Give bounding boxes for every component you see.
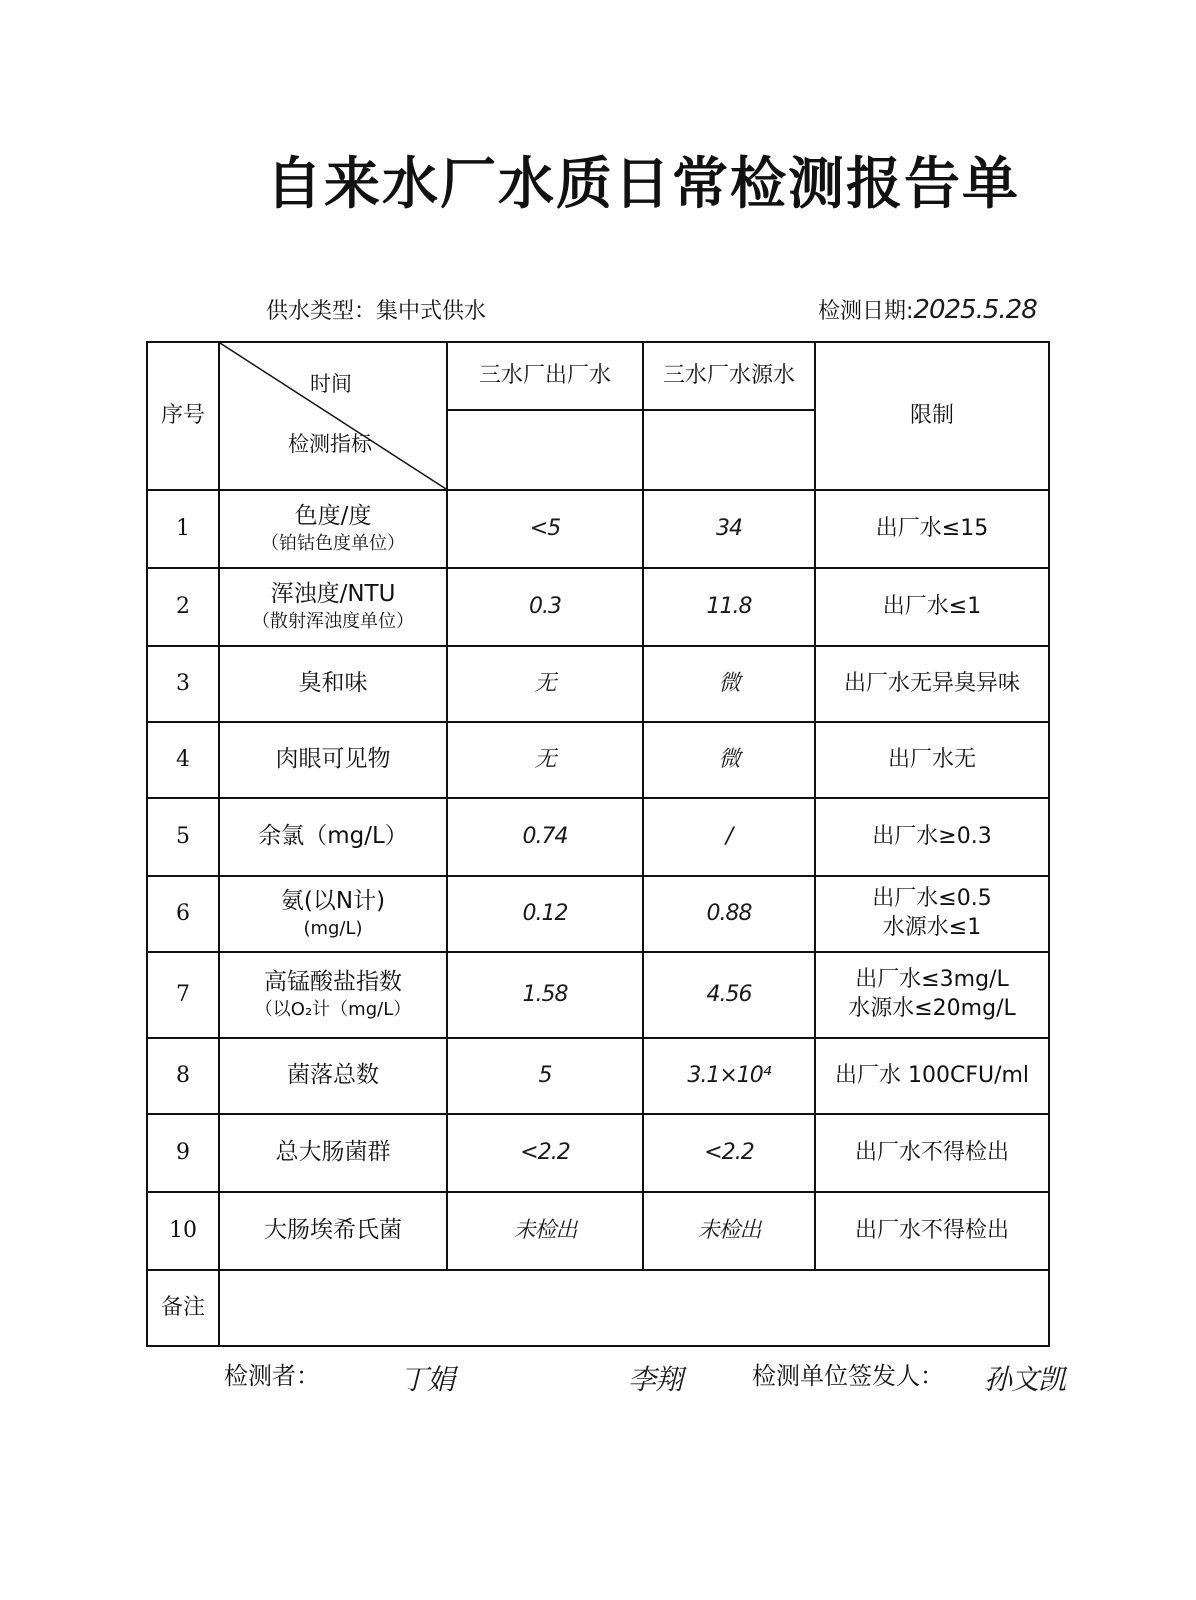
limit-text: 出厂水≤3mg/L (855, 967, 1009, 993)
limit-cell (815, 952, 1049, 1038)
supply-type-label: 供水类型： (266, 299, 377, 324)
source-value: 4.56 (643, 952, 815, 1038)
issuer-label: 检测单位签发人： (752, 1362, 944, 1390)
table-row (147, 1192, 1049, 1270)
row-index: 4 (147, 722, 219, 798)
diagonal-header-cell (219, 342, 447, 490)
table-row (147, 952, 1049, 1038)
source-value: <2.2 (643, 1114, 815, 1192)
limit-cell (815, 568, 1049, 646)
table-row (147, 1114, 1049, 1192)
indicator-cell (219, 798, 447, 876)
limit-text: 出厂水无异臭异味 (843, 670, 1020, 696)
supply-type-value: 集中式供水 (376, 299, 487, 324)
indicator-cell (219, 952, 447, 1038)
indicator-name: 色度/度 (294, 503, 372, 530)
indicator-name: 浑浊度/NTU (270, 581, 396, 608)
indicator-name: 余氯（mg/L） (258, 823, 408, 850)
limit-text-2: 水源水≤20mg/L (848, 996, 1016, 1021)
outlet-value: 0.74 (447, 798, 643, 876)
table-row (147, 876, 1049, 952)
issuer-signature: 孙文凯 (984, 1363, 1066, 1396)
tester-label: 检测者： (224, 1362, 320, 1390)
limit-cell (815, 646, 1049, 722)
col-header-outlet: 三水厂出厂水 (447, 342, 643, 410)
indicator-name: 肉眼可见物 (275, 746, 391, 773)
limit-cell (815, 1114, 1049, 1192)
indicator-cell (219, 722, 447, 798)
supply-type (266, 294, 486, 325)
limit-cell (815, 1038, 1049, 1114)
limit-cell (815, 722, 1049, 798)
table-row (147, 568, 1049, 646)
remarks-row (147, 1270, 1049, 1346)
row-index: 2 (147, 568, 219, 646)
outlet-value: <5 (447, 490, 643, 568)
indicator-cell (219, 568, 447, 646)
source-value: 34 (643, 490, 815, 568)
limit-text: 出厂水 100CFU/ml (834, 1062, 1030, 1088)
source-value: 0.88 (643, 876, 815, 952)
col-header-source: 三水厂水源水 (643, 342, 815, 410)
outlet-value: 1.58 (447, 952, 643, 1038)
limit-text: 出厂水无 (887, 746, 976, 772)
source-value: 微 (643, 722, 815, 798)
limit-text: 出厂水≤1 (882, 593, 982, 619)
limit-cell (815, 1192, 1049, 1270)
outlet-value: 5 (447, 1038, 643, 1114)
limit-text: 出厂水不得检出 (854, 1139, 1009, 1165)
tester-signature-1: 丁娟 (400, 1363, 455, 1396)
limit-cell (815, 490, 1049, 568)
row-index: 6 (147, 876, 219, 952)
indicator-unit: （以O₂计（mg/L） (254, 999, 412, 1021)
row-index: 9 (147, 1114, 219, 1192)
outlet-time-cell (447, 410, 643, 490)
source-value: 11.8 (643, 568, 815, 646)
indicator-name: 氨(以N计) (280, 888, 386, 915)
source-value: 微 (643, 646, 815, 722)
row-index: 1 (147, 490, 219, 568)
limit-text: 出厂水不得检出 (854, 1217, 1009, 1243)
indicator-unit: （铂钴色度单位） (261, 533, 405, 555)
outlet-value: 无 (447, 646, 643, 722)
table-row (147, 722, 1049, 798)
limit-text: 出厂水≥0.3 (872, 823, 992, 849)
table-row (147, 646, 1049, 722)
outlet-value: <2.2 (447, 1114, 643, 1192)
diagonal-line (220, 343, 446, 489)
limit-text: 出厂水≤0.5 (872, 886, 992, 912)
limit-cell (815, 798, 1049, 876)
row-index: 8 (147, 1038, 219, 1114)
report-table (146, 341, 1050, 1347)
table-row (147, 1038, 1049, 1114)
indicator-unit: （散射浑浊度单位） (252, 611, 414, 633)
indicator-name: 大肠埃希氏菌 (264, 1217, 402, 1244)
indicator-cell (219, 876, 447, 952)
indicator-name: 菌落总数 (287, 1062, 379, 1089)
limit-text: 出厂水≤15 (875, 515, 989, 541)
row-index: 3 (147, 646, 219, 722)
outlet-value: 0.12 (447, 876, 643, 952)
source-value: 3.1×10⁴ (643, 1038, 815, 1114)
table-row (147, 490, 1049, 568)
table-row (147, 798, 1049, 876)
outlet-value: 无 (447, 722, 643, 798)
indicator-cell (219, 646, 447, 722)
indicator-cell (219, 1192, 447, 1270)
indicator-cell (219, 1038, 447, 1114)
limit-header: 限制 (815, 342, 1049, 490)
indicator-name: 总大肠菌群 (275, 1139, 391, 1166)
outlet-value: 未检出 (447, 1192, 643, 1270)
report-title: 自来水厂水质日常检测报告单 (266, 152, 1020, 217)
indicator-unit: (mg/L) (303, 918, 363, 940)
row-index: 10 (147, 1192, 219, 1270)
row-index: 5 (147, 798, 219, 876)
tester-signature-2: 李翔 (628, 1363, 683, 1396)
source-value: / (643, 798, 815, 876)
source-value: 未检出 (643, 1192, 815, 1270)
row-index: 7 (147, 952, 219, 1038)
seq-header: 序号 (147, 342, 219, 490)
test-date-label: 检测日期: (818, 299, 914, 324)
outlet-value: 0.3 (447, 568, 643, 646)
limit-text-2: 水源水≤1 (882, 915, 982, 940)
source-time-cell (643, 410, 815, 490)
indicator-name: 臭和味 (298, 670, 368, 697)
diag-header-indicator: 检测指标 (288, 432, 372, 456)
test-date (818, 294, 1037, 325)
indicator-name: 高锰酸盐指数 (264, 969, 402, 996)
remarks-label: 备注 (147, 1270, 219, 1346)
limit-cell (815, 876, 1049, 952)
test-date-value: 2025.5.28 (913, 295, 1037, 325)
diag-header-time: 时间 (310, 372, 352, 396)
indicator-cell (219, 490, 447, 568)
remarks-value (219, 1270, 1049, 1346)
indicator-cell (219, 1114, 447, 1192)
